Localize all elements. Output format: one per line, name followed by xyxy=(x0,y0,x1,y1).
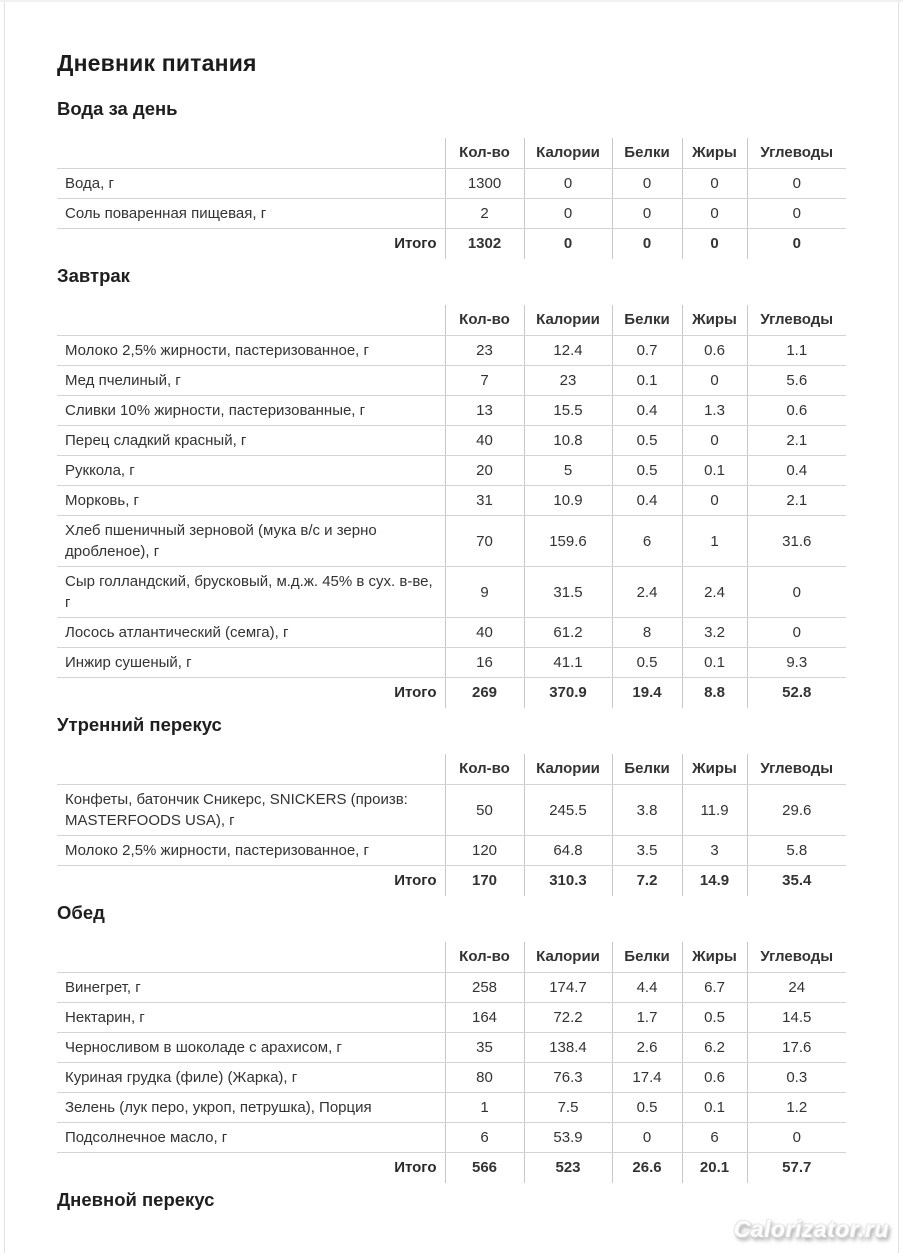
value-cell: 6 xyxy=(612,516,682,567)
value-cell: 1.2 xyxy=(747,1093,846,1123)
table-body xyxy=(57,336,846,678)
value-cell: 0 xyxy=(612,1123,682,1153)
total-value-cell: 523 xyxy=(524,1153,612,1184)
value-cell: 0.1 xyxy=(612,366,682,396)
total-value-cell: 19.4 xyxy=(612,678,682,709)
page-right-edge xyxy=(898,2,899,1253)
column-header: Жиры xyxy=(682,138,747,169)
value-cell: 31 xyxy=(445,486,524,516)
food-name-cell: Конфеты, батончик Сникерс, SNICKERS (произв: MASTERFOODS USA), г xyxy=(57,785,445,836)
table-row xyxy=(57,836,846,866)
food-name-cell: Молоко 2,5% жирности, пастеризованное, г xyxy=(57,336,445,366)
content-area xyxy=(0,2,903,1210)
food-name-cell: Куриная грудка (филе) (Жарка), г xyxy=(57,1063,445,1093)
value-cell: 6.7 xyxy=(682,973,747,1003)
column-header: Белки xyxy=(612,138,682,169)
value-cell: 0 xyxy=(682,169,747,199)
value-cell: 174.7 xyxy=(524,973,612,1003)
value-cell: 13 xyxy=(445,396,524,426)
value-cell: 0.6 xyxy=(682,336,747,366)
food-name-cell: Мед пчелиный, г xyxy=(57,366,445,396)
value-cell: 1.1 xyxy=(747,336,846,366)
table-row xyxy=(57,426,846,456)
food-name-cell: Сыр голландский, брусковый, м.д.ж. 45% в сух. в-ве, г xyxy=(57,567,445,618)
value-cell: 16 xyxy=(445,648,524,678)
value-cell: 0 xyxy=(524,199,612,229)
value-cell: 1300 xyxy=(445,169,524,199)
value-cell: 9.3 xyxy=(747,648,846,678)
food-name-cell: Перец сладкий красный, г xyxy=(57,426,445,456)
table-body xyxy=(57,785,846,866)
column-header: Белки xyxy=(612,754,682,785)
column-header: Калории xyxy=(524,942,612,973)
food-name-cell: Инжир сушеный, г xyxy=(57,648,445,678)
site-watermark: Calorizator.ru xyxy=(733,1216,889,1242)
value-cell: 29.6 xyxy=(747,785,846,836)
blank-header-cell xyxy=(57,754,445,785)
value-cell: 8 xyxy=(612,618,682,648)
table-row xyxy=(57,785,846,836)
total-label-cell: Итого xyxy=(394,872,437,889)
value-cell: 0 xyxy=(747,199,846,229)
page-title: Дневник питания xyxy=(57,50,257,76)
value-cell: 0.6 xyxy=(682,1063,747,1093)
total-label-cell: Итого xyxy=(394,1159,437,1176)
value-cell: 35 xyxy=(445,1033,524,1063)
value-cell: 9 xyxy=(445,567,524,618)
food-name-cell: Винегрет, г xyxy=(57,973,445,1003)
value-cell: 0.5 xyxy=(612,426,682,456)
value-cell: 6.2 xyxy=(682,1033,747,1063)
table-header xyxy=(57,305,846,336)
table-row xyxy=(57,1093,846,1123)
value-cell: 40 xyxy=(445,618,524,648)
table-row xyxy=(57,169,846,199)
column-header: Калории xyxy=(524,138,612,169)
value-cell: 53.9 xyxy=(524,1123,612,1153)
column-header: Калории xyxy=(524,754,612,785)
value-cell: 12.4 xyxy=(524,336,612,366)
value-cell: 14.5 xyxy=(747,1003,846,1033)
value-cell: 0.6 xyxy=(747,396,846,426)
table-row xyxy=(57,516,846,567)
column-header: Кол-во xyxy=(445,138,524,169)
food-table xyxy=(57,942,846,1183)
value-cell: 0.7 xyxy=(612,336,682,366)
table-footer xyxy=(57,678,846,709)
total-value-cell: 0 xyxy=(682,229,747,260)
value-cell: 0 xyxy=(682,486,747,516)
column-header: Кол-во xyxy=(445,754,524,785)
food-table xyxy=(57,305,846,708)
header-row xyxy=(57,754,846,785)
section-heading: Обед xyxy=(57,902,105,923)
blank-header-cell xyxy=(57,305,445,336)
value-cell: 24 xyxy=(747,973,846,1003)
food-name-cell: Зелень (лук перо, укроп, петрушка), Порция xyxy=(57,1093,445,1123)
value-cell: 2.6 xyxy=(612,1033,682,1063)
value-cell: 0 xyxy=(524,169,612,199)
value-cell: 17.4 xyxy=(612,1063,682,1093)
table-header xyxy=(57,754,846,785)
value-cell: 7.5 xyxy=(524,1093,612,1123)
value-cell: 0 xyxy=(682,199,747,229)
food-name-cell: Вода, г xyxy=(57,169,445,199)
food-name-cell: Хлеб пшеничный зерновой (мука в/с и зерно дробленое), г xyxy=(57,516,445,567)
value-cell: 64.8 xyxy=(524,836,612,866)
table-row xyxy=(57,486,846,516)
value-cell: 20 xyxy=(445,456,524,486)
value-cell: 0 xyxy=(747,567,846,618)
value-cell: 6 xyxy=(682,1123,747,1153)
table-row xyxy=(57,396,846,426)
food-name-cell: Черносливом в шоколаде с арахисом, г xyxy=(57,1033,445,1063)
value-cell: 0.3 xyxy=(747,1063,846,1093)
value-cell: 120 xyxy=(445,836,524,866)
total-value-cell: 170 xyxy=(445,866,524,897)
total-value-cell: 0 xyxy=(747,229,846,260)
total-value-cell: 0 xyxy=(524,229,612,260)
table-row xyxy=(57,1063,846,1093)
value-cell: 138.4 xyxy=(524,1033,612,1063)
total-value-cell: 14.9 xyxy=(682,866,747,897)
value-cell: 0 xyxy=(747,1123,846,1153)
total-row xyxy=(57,866,846,897)
total-value-cell: 8.8 xyxy=(682,678,747,709)
column-header: Белки xyxy=(612,942,682,973)
food-name-cell: Молоко 2,5% жирности, пастеризованное, г xyxy=(57,836,445,866)
total-row xyxy=(57,678,846,709)
table-row xyxy=(57,366,846,396)
value-cell: 6 xyxy=(445,1123,524,1153)
value-cell: 0.5 xyxy=(612,1093,682,1123)
food-name-cell: Руккола, г xyxy=(57,456,445,486)
table-footer xyxy=(57,866,846,897)
value-cell: 0.1 xyxy=(682,648,747,678)
table-row xyxy=(57,336,846,366)
value-cell: 1.7 xyxy=(612,1003,682,1033)
total-value-cell: 566 xyxy=(445,1153,524,1184)
total-value-cell: 35.4 xyxy=(747,866,846,897)
table-row xyxy=(57,567,846,618)
value-cell: 0.1 xyxy=(682,1093,747,1123)
value-cell: 3.5 xyxy=(612,836,682,866)
total-value-cell: 269 xyxy=(445,678,524,709)
value-cell: 3.2 xyxy=(682,618,747,648)
sections-container xyxy=(57,98,903,1210)
food-name-cell: Соль поваренная пищевая, г xyxy=(57,199,445,229)
value-cell: 0 xyxy=(612,199,682,229)
food-name-cell: Морковь, г xyxy=(57,486,445,516)
column-header: Углеводы xyxy=(747,942,846,973)
value-cell: 0.5 xyxy=(682,1003,747,1033)
table-row xyxy=(57,199,846,229)
table-header xyxy=(57,942,846,973)
value-cell: 40 xyxy=(445,426,524,456)
value-cell: 31.5 xyxy=(524,567,612,618)
value-cell: 31.6 xyxy=(747,516,846,567)
value-cell: 17.6 xyxy=(747,1033,846,1063)
value-cell: 5 xyxy=(524,456,612,486)
value-cell: 23 xyxy=(524,366,612,396)
value-cell: 15.5 xyxy=(524,396,612,426)
value-cell: 5.6 xyxy=(747,366,846,396)
value-cell: 50 xyxy=(445,785,524,836)
value-cell: 1 xyxy=(445,1093,524,1123)
value-cell: 0 xyxy=(747,169,846,199)
food-name-cell: Лосось атлантический (семга), г xyxy=(57,618,445,648)
table-row xyxy=(57,973,846,1003)
value-cell: 2.4 xyxy=(612,567,682,618)
column-header: Калории xyxy=(524,305,612,336)
header-row xyxy=(57,138,846,169)
value-cell: 0.5 xyxy=(612,648,682,678)
food-name-cell: Нектарин, г xyxy=(57,1003,445,1033)
table-footer xyxy=(57,1153,846,1184)
page-left-edge xyxy=(4,2,5,1253)
total-value-cell: 370.9 xyxy=(524,678,612,709)
table-row xyxy=(57,648,846,678)
value-cell: 0.4 xyxy=(612,486,682,516)
table-row xyxy=(57,1033,846,1063)
total-value-cell: 1302 xyxy=(445,229,524,260)
total-value-cell: 52.8 xyxy=(747,678,846,709)
table-header xyxy=(57,138,846,169)
total-row xyxy=(57,229,846,260)
value-cell: 10.8 xyxy=(524,426,612,456)
value-cell: 0.4 xyxy=(612,396,682,426)
value-cell: 2.1 xyxy=(747,426,846,456)
table-footer xyxy=(57,229,846,260)
total-value-cell: 310.3 xyxy=(524,866,612,897)
table-row xyxy=(57,456,846,486)
total-value-cell: 26.6 xyxy=(612,1153,682,1184)
section-heading: Утренний перекус xyxy=(57,714,222,735)
value-cell: 10.9 xyxy=(524,486,612,516)
column-header: Углеводы xyxy=(747,305,846,336)
column-header: Углеводы xyxy=(747,754,846,785)
section-heading: Дневной перекус xyxy=(57,1189,215,1210)
value-cell: 5.8 xyxy=(747,836,846,866)
value-cell: 4.4 xyxy=(612,973,682,1003)
value-cell: 23 xyxy=(445,336,524,366)
food-name-cell: Сливки 10% жирности, пастеризованные, г xyxy=(57,396,445,426)
total-value-cell: 20.1 xyxy=(682,1153,747,1184)
column-header: Белки xyxy=(612,305,682,336)
total-row xyxy=(57,1153,846,1184)
food-table xyxy=(57,138,846,259)
column-header: Жиры xyxy=(682,942,747,973)
column-header: Кол-во xyxy=(445,942,524,973)
total-value-cell: 7.2 xyxy=(612,866,682,897)
food-table xyxy=(57,754,846,896)
value-cell: 1.3 xyxy=(682,396,747,426)
value-cell: 3.8 xyxy=(612,785,682,836)
value-cell: 11.9 xyxy=(682,785,747,836)
value-cell: 2.4 xyxy=(682,567,747,618)
value-cell: 0.1 xyxy=(682,456,747,486)
value-cell: 2 xyxy=(445,199,524,229)
table-body xyxy=(57,169,846,229)
value-cell: 159.6 xyxy=(524,516,612,567)
value-cell: 70 xyxy=(445,516,524,567)
value-cell: 2.1 xyxy=(747,486,846,516)
total-label-cell: Итого xyxy=(394,235,437,252)
column-header: Жиры xyxy=(682,754,747,785)
header-row xyxy=(57,305,846,336)
value-cell: 0 xyxy=(747,618,846,648)
value-cell: 0.5 xyxy=(612,456,682,486)
value-cell: 164 xyxy=(445,1003,524,1033)
value-cell: 0 xyxy=(612,169,682,199)
section-heading: Вода за день xyxy=(57,98,178,119)
value-cell: 3 xyxy=(682,836,747,866)
column-header: Жиры xyxy=(682,305,747,336)
value-cell: 0.4 xyxy=(747,456,846,486)
value-cell: 258 xyxy=(445,973,524,1003)
total-value-cell: 57.7 xyxy=(747,1153,846,1184)
table-row xyxy=(57,1123,846,1153)
value-cell: 72.2 xyxy=(524,1003,612,1033)
column-header: Углеводы xyxy=(747,138,846,169)
section-heading: Завтрак xyxy=(57,265,130,286)
value-cell: 245.5 xyxy=(524,785,612,836)
value-cell: 1 xyxy=(682,516,747,567)
table-row xyxy=(57,1003,846,1033)
food-name-cell: Подсолнечное масло, г xyxy=(57,1123,445,1153)
value-cell: 80 xyxy=(445,1063,524,1093)
total-value-cell: 0 xyxy=(612,229,682,260)
table-body xyxy=(57,973,846,1153)
column-header: Кол-во xyxy=(445,305,524,336)
value-cell: 41.1 xyxy=(524,648,612,678)
total-label-cell: Итого xyxy=(394,684,437,701)
blank-header-cell xyxy=(57,138,445,169)
header-row xyxy=(57,942,846,973)
value-cell: 0 xyxy=(682,426,747,456)
value-cell: 7 xyxy=(445,366,524,396)
table-row xyxy=(57,618,846,648)
blank-header-cell xyxy=(57,942,445,973)
value-cell: 76.3 xyxy=(524,1063,612,1093)
value-cell: 61.2 xyxy=(524,618,612,648)
value-cell: 0 xyxy=(682,366,747,396)
